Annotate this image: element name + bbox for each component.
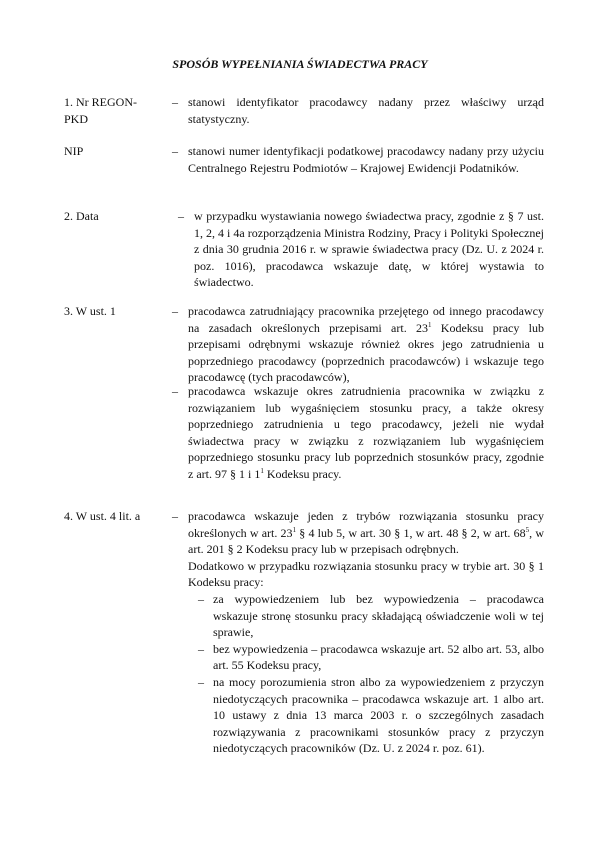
item-text: stanowi identyfikator pracodawcy nadany przez właściwy urząd statystyczny.	[188, 95, 544, 126]
label-line-2: PKD	[64, 111, 89, 126]
item-text: pracodawca wskazuje jeden z trybów rozwiązania stosunku pracy określonych w art. $23^1$ § 4 lub 5, w art. 30 § 1, w art. 48 § 2, w art. $68^5$, w art. 201 § 2 Kodeksu pracy lub w przepisach odrębnych.	[188, 509, 544, 557]
dash-marker: –	[198, 674, 204, 689]
sub-item	[188, 674, 544, 757]
dash-marker: –	[172, 95, 178, 109]
item-text: w przypadku wystawiania nowego świadectwa pracy, zgodnie z § 7 ust. 1, 2, 4 i 4a rozporządzenia Ministra Rodziny, Pracy i Polityki Społecznej z dnia 30 grudnia 2016 r. w sprawie świadectwa pracy (Dz. U. z 2024 r. poz. 1016), pracodawca wskazuje datę, w której wystawia to świadectwo.	[194, 209, 544, 290]
item-paragraph: Dodatkowo w przypadku rozwiązania stosunku pracy w trybie art. 30 § 1 Kodeksu pracy:	[188, 558, 544, 590]
dash-marker: –	[198, 641, 204, 656]
sub-item-text: na mocy porozumienia stron albo za wypowiedzeniem z przyczyn niedotyczących pracownika – pracodawca wskazuje art. 1 albo art. 10 ustawy z dnia 13 marca 2003 r. o szczególnych zasadach rozwiązywania z pracownikami stosunków pracy z przyczyn niedotyczących pracowników (Dz. U. z 2024 r. poz. 61).	[213, 674, 544, 756]
document-title: SPOSÓB WYPEŁNIANIA ŚWIADECTWA PRACY	[172, 57, 428, 71]
list-item	[172, 383, 544, 483]
section-label: 3. W ust. 1	[64, 304, 116, 318]
section-label: 2. Data	[64, 209, 99, 223]
section-label	[64, 94, 159, 127]
list-item	[178, 208, 544, 291]
dash-marker: –	[172, 304, 178, 318]
list-item	[172, 94, 544, 127]
section-label: 4. W ust. 4 lit. a	[64, 509, 141, 523]
item-text: stanowi numer identyfikacji podatkowej pracodawcy nadany przy użyciu Centralnego Rejestru Podmiotów – Krajowej Ewidencji Podatników.	[188, 144, 544, 175]
sub-item	[188, 591, 544, 641]
sub-item-text: za wypowiedzeniem lub bez wypowiedzenia – pracodawca wskazuje stronę stosunku pracy składającą oświadczenie woli w tej sprawie,	[213, 591, 544, 640]
dash-marker: –	[198, 591, 204, 606]
dash-marker: –	[178, 209, 184, 223]
list-item	[172, 303, 544, 386]
dash-marker: –	[172, 384, 178, 398]
item-text: pracodawca zatrudniający pracownika przejętego od innego pracodawcy na zasadach określonych przepisami art. $23^1$ Kodeksu pracy lub przepisami odrębnymi wskazuje również okres jego zatrudnienia u poprzedniego pracodawcy (poprzednich pracodawców) i wskazuje tego pracodawcę (tych pracodawców),	[188, 304, 544, 385]
dash-marker: –	[172, 144, 178, 158]
item-text: pracodawca wskazuje okres zatrudnienia pracownika w związku z rozwiązaniem lub wygaśnięciem stosunku pracy, a także okresy poprzedniego zatrudnienia u tego pracodawcy, jeżeli nie wydał świadectwa pracy w związku z rozwiązaniem lub wygaśnięciem poprzedniego stosunku pracy lub poprzednich stosunków pracy, zgodnie z art. 97 § 1 i $1^1$ Kodeksu pracy.	[188, 384, 544, 481]
sub-item-text: bez wypowiedzenia – pracodawca wskazuje art. 52 albo art. 53, albo art. 55 Kodeksu pracy,	[213, 641, 544, 673]
list-item	[172, 508, 544, 757]
sub-item	[188, 641, 544, 674]
list-item	[172, 143, 544, 176]
dash-marker: –	[172, 509, 178, 523]
section-label: NIP	[64, 144, 84, 158]
label-line-1: 1. Nr REGON-	[64, 95, 137, 109]
